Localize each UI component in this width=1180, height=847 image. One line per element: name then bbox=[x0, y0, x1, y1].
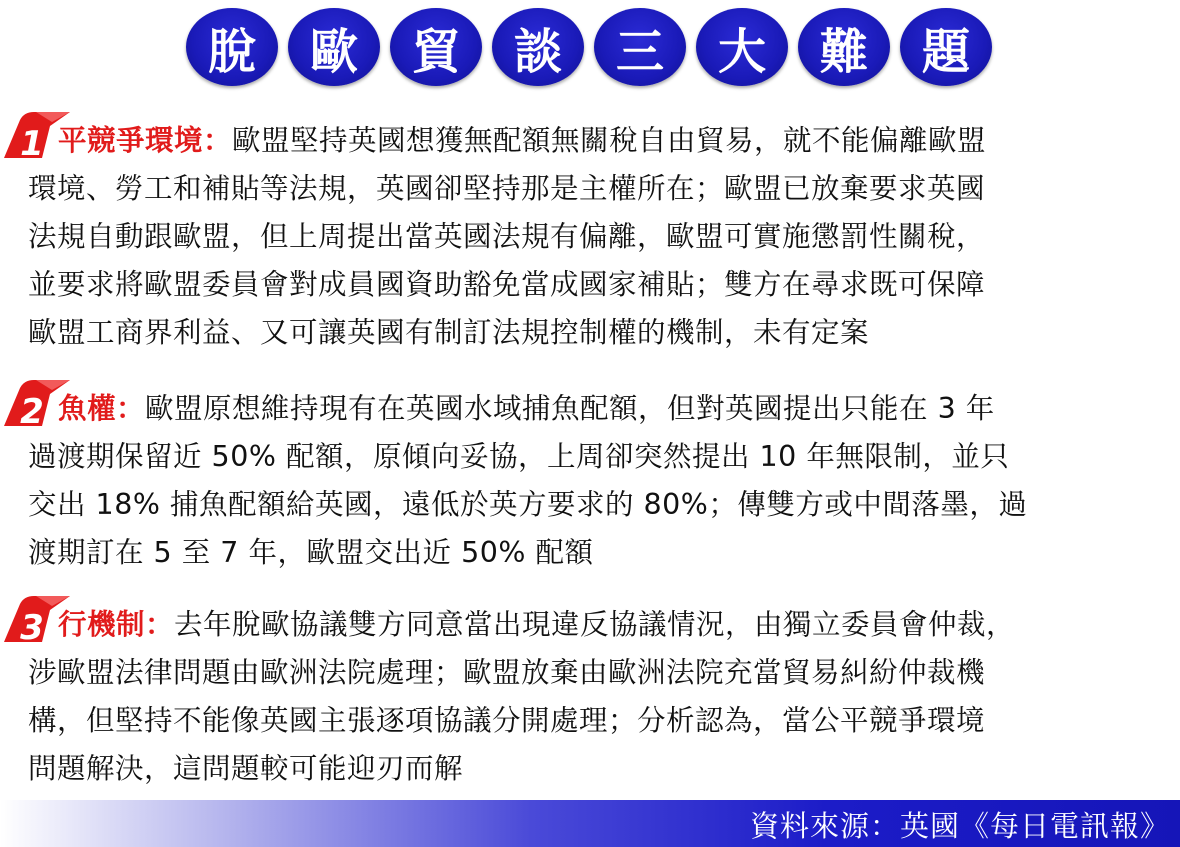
title-char-circle: 大 bbox=[696, 8, 788, 86]
section-paragraph bbox=[28, 384, 1178, 577]
title-char-circle: 脫 bbox=[186, 8, 278, 86]
paragraph-line: 涉歐盟法律問題由歐洲法院處理；歐盟放棄由歐洲法院充當貿易糾紛仲裁機 bbox=[28, 656, 986, 689]
paragraph-line: 去年脫歐協議雙方同意當出現違反協議情況，由獨立委員會仲裁， bbox=[174, 608, 1016, 641]
paragraph-line: 問題解決，這問題較可能迎刃而解 bbox=[28, 752, 464, 785]
title-char-circle: 三 bbox=[594, 8, 686, 86]
section-heading: 平競爭環境： bbox=[58, 123, 233, 157]
number-badge-text: 2 bbox=[20, 392, 44, 432]
section-heading: 魚權： bbox=[58, 391, 146, 425]
paragraph-line: 交出 18% 捕魚配額給英國，遠低於英方要求的 80%；傳雙方或中間落墨，過 bbox=[28, 488, 1028, 521]
paragraph-line: 構，但堅持不能像英國主張逐項協議分開處理；分析認為，當公平競爭環境 bbox=[28, 704, 986, 737]
number-badge-text: 3 bbox=[20, 608, 44, 648]
title-char-circle: 談 bbox=[492, 8, 584, 86]
page-title bbox=[186, 8, 992, 86]
paragraph-line: 法規自動跟歐盟，但上周提出當英國法規有偏離，歐盟可實施懲罰性關稅， bbox=[28, 220, 986, 253]
paragraph-line: 渡期訂在 5 至 7 年，歐盟交出近 50% 配額 bbox=[28, 536, 594, 569]
title-char-circle: 題 bbox=[900, 8, 992, 86]
source-bar bbox=[0, 800, 1180, 847]
title-char-circle: 歐 bbox=[288, 8, 380, 86]
paragraph-line: 歐盟堅持英國想獲無配額無關稅自由貿易，就不能偏離歐盟 bbox=[232, 124, 987, 157]
title-char-circle: 難 bbox=[798, 8, 890, 86]
paragraph-line: 歐盟工商界利益、又可讓英國有制訂法規控制權的機制，未有定案 bbox=[28, 316, 870, 349]
title-char-circle: 貿 bbox=[390, 8, 482, 86]
section-heading: 行機制： bbox=[58, 607, 175, 641]
paragraph-line: 歐盟原想維持現有在英國水域捕魚配額，但對英國提出只能在 3 年 bbox=[145, 392, 995, 425]
paragraph-line: 環境、勞工和補貼等法規，英國卻堅持那是主權所在；歐盟已放棄要求英國 bbox=[28, 172, 986, 205]
paragraph-line: 並要求將歐盟委員會對成員國資助豁免當成國家補貼；雙方在尋求既可保障 bbox=[28, 268, 986, 301]
number-badge-text: 1 bbox=[20, 124, 44, 164]
section-paragraph bbox=[28, 116, 1178, 357]
paragraph-line: 過渡期保留近 50% 配額，原傾向妥協，上周卻突然提出 10 年無限制，並只 bbox=[28, 440, 1010, 473]
source-credit: 資料來源：英國《每日電訊報》 bbox=[749, 809, 1170, 843]
section-paragraph bbox=[28, 600, 1178, 793]
